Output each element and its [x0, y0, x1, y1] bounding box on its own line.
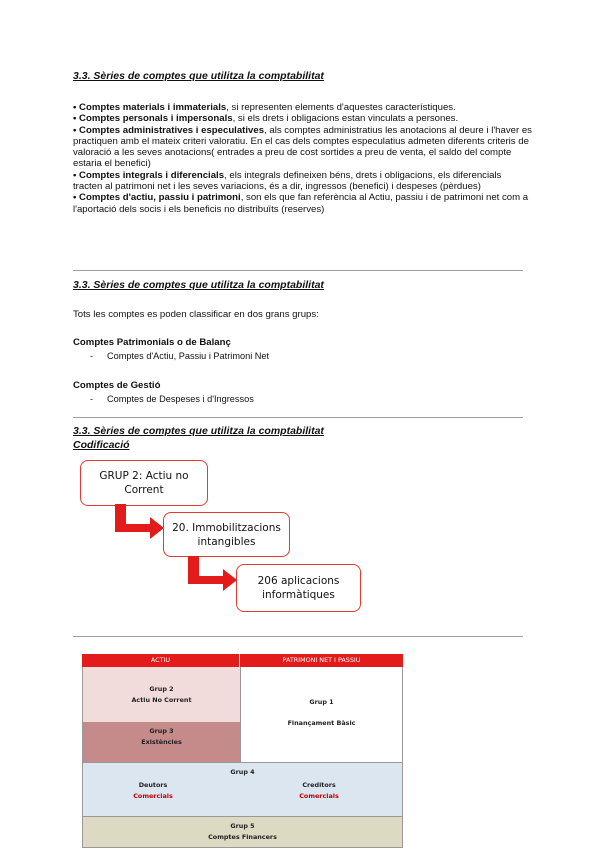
divider [73, 270, 523, 271]
list-item: • Comptes integrals i diferencials, els integrals defineixen béns, drets i obligacions, els diferencials tracten al patrimoni net i les seves variacions, és a dir, ingressos (benefici) i despeses (pèrdues) [73, 169, 502, 193]
grup2-cell [82, 667, 240, 722]
arrow-right-icon [185, 556, 239, 592]
grup2-title: Grup 2 [149, 685, 174, 693]
comercials-right: Comercials [299, 792, 339, 800]
grup5-label: Comptes Financers [208, 833, 277, 841]
creditors-label: Creditors [302, 781, 336, 789]
grup1-cell [240, 667, 403, 762]
list-item: • Comptes administratives i especulatives, als comptes administratius les anotacions al deure i l'haver es practiquen amb el mateix criteri valoratiu. En el cas dels comptes especulatius admeten diferents criteris de valoració a les seves anotacions( entrades a preu de cost sortides a preu de venta, el saldo del compte estaria el benefici) [73, 124, 532, 170]
group1-item: - Comptes d'Actiu, Passiu i Patrimoni Net [90, 351, 270, 361]
header-actiu: ACTIU [82, 654, 240, 667]
divider [73, 636, 523, 637]
grup3-label: Existències [141, 738, 182, 746]
grup3-cell [82, 722, 240, 762]
grup4-cell [82, 762, 403, 816]
list-item: • Comptes personals i impersonals, si els drets i obligacions estan vinculats a persones. [73, 113, 459, 125]
aplicacions-box: 206 aplicacions informàtiques [236, 564, 361, 612]
header-patrimoni: PATRIMONI NET I PASSIU [240, 654, 403, 667]
immobilitzacions-box: 20. Immobilitzacions intangibles [163, 512, 290, 557]
grup5-title: Grup 5 [230, 822, 255, 830]
comercials-left: Comercials [133, 792, 173, 800]
group2-item: - Comptes de Despeses i d'Ingressos [90, 394, 254, 404]
deutors-group [113, 780, 193, 802]
section3-heading: 3.3. Sèries de comptes que utilitza la comptabilitat [73, 425, 324, 437]
list-item: • Comptes materials i immaterials, si representen elements d'aquestes característiques. [73, 102, 456, 113]
grup4-title: Grup 4 [230, 768, 255, 776]
section2-intro: Tots les comptes es poden classificar en dos grans grups: [73, 309, 319, 320]
grup1-label: Finançament Bàsic [287, 719, 356, 727]
group2-title: Comptes de Gestió [73, 380, 161, 391]
codificacio-subheading: Codificació [73, 439, 130, 451]
grup2-label: Actiu No Corrent [131, 696, 192, 704]
section1-list [73, 102, 533, 215]
list-item: • Comptes d'actiu, passiu i patrimoni, son els que fan referència al Actiu, passiu i de patrimoni net com a l'aportació dels socis i els beneficis no distribuïts (reserves) [73, 192, 529, 215]
balance-table [82, 654, 403, 848]
grup1-title: Grup 1 [309, 698, 334, 706]
section2-heading: 3.3. Sèries de comptes que utilitza la comptabilitat [73, 279, 324, 291]
arrow-right-icon [112, 504, 166, 540]
section1-heading: 3.3. Sèries de comptes que utilitza la comptabilitat [73, 70, 324, 82]
group1-title: Comptes Patrimonials o de Balanç [73, 337, 231, 348]
grup2-box: GRUP 2: Actiu no Corrent [80, 460, 208, 506]
grup5-cell [82, 816, 403, 848]
grup3-title: Grup 3 [149, 727, 174, 735]
deutors-label: Deutors [138, 781, 168, 789]
creditors-group [279, 780, 359, 802]
divider [73, 417, 523, 418]
